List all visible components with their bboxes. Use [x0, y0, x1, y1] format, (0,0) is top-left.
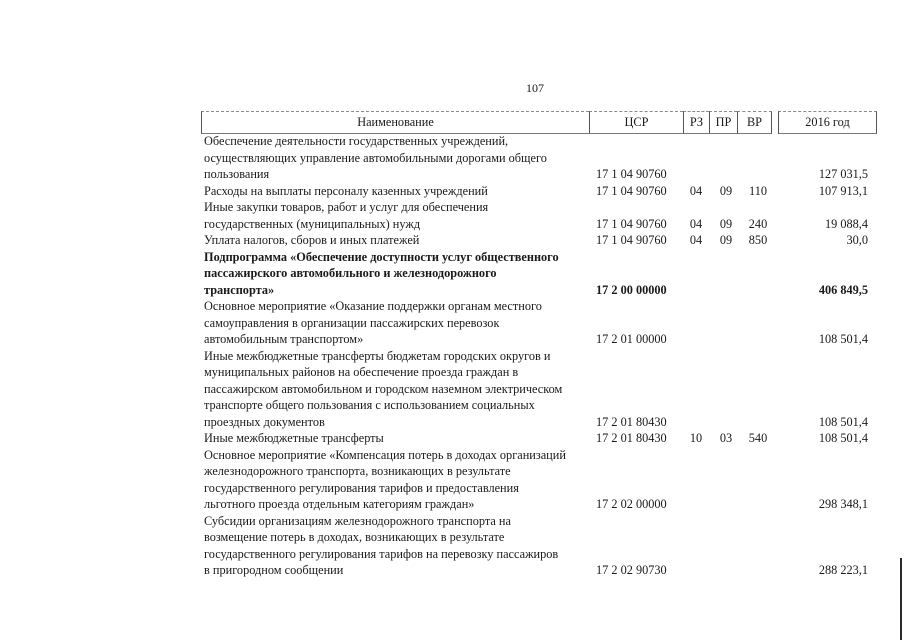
row-csr: 17 1 04 90760 [596, 233, 667, 247]
column-header-year: 2016 год [778, 111, 877, 134]
table-row [204, 199, 876, 232]
row-csr: 17 2 01 80430 [596, 414, 667, 429]
row-name: Подпрограмма «Обеспечение доступности услуг общественного пассажирского автомобильного и железнодорожного транспорта» [204, 249, 559, 297]
table-row [204, 513, 876, 579]
row-amount: 406 849,5 [818, 282, 868, 297]
row-amount: 288 223,1 [818, 563, 868, 577]
row-pr: 09 [719, 183, 733, 198]
table-row [204, 430, 876, 447]
row-rz: 04 [689, 183, 703, 198]
table-row-subprogram [204, 249, 876, 299]
row-name: Иные закупки товаров, работ и услуг для обеспечения государственных (муниципальных) нужд [204, 200, 489, 231]
row-amount: 108 501,4 [818, 431, 868, 445]
row-pr: 09 [719, 233, 733, 247]
row-csr: 17 2 02 00000 [596, 497, 667, 511]
row-rz: 10 [689, 431, 703, 445]
table-body [204, 133, 876, 579]
row-pr: 03 [719, 431, 733, 445]
column-header-csr: ЦСР [589, 111, 683, 134]
row-amount: 30,0 [846, 233, 868, 247]
row-amount: 108 501,4 [818, 414, 868, 429]
row-csr: 17 2 01 00000 [596, 332, 667, 346]
table-row [204, 133, 876, 183]
scan-edge-mark [900, 558, 902, 640]
row-name: Основное мероприятие «Компенсация потерь в доходах организаций железнодорожного транспорта, возникающих в результате государственного регулирования тарифов и предоставления льготного проезда отдельным категориям граждан» [204, 447, 566, 511]
row-name: Уплата налогов, сборов и иных платежей [204, 233, 420, 247]
table-row [204, 298, 876, 348]
row-name: Обеспечение деятельности государственных учреждений, осуществляющих управление автомобильными дорогами общего пользования [204, 134, 547, 181]
row-csr: 17 2 02 90730 [596, 563, 667, 577]
row-amount: 127 031,5 [818, 167, 868, 181]
row-vr: 850 [748, 233, 768, 247]
column-header-name: Наименование [201, 111, 589, 134]
row-csr: 17 1 04 90760 [596, 216, 667, 231]
row-name: Расходы на выплаты персоналу казенных учреждений [204, 183, 488, 198]
row-csr: 17 2 00 00000 [596, 282, 667, 297]
table-row [204, 232, 876, 249]
row-csr: 17 2 01 80430 [596, 431, 667, 445]
column-header-vr: ВР [737, 111, 772, 134]
table-header [201, 111, 877, 133]
table-row [204, 348, 876, 431]
row-name: Основное мероприятие «Оказание поддержки органам местного самоуправления в организации пассажирских перевозок автомобильным транспортом» [204, 299, 542, 346]
row-vr: 110 [749, 183, 767, 198]
row-name: Иные межбюджетные трансферты бюджетам городских округов и муниципальных районов на обеспечение проезда граждан в пассажирском автомобильном и городском наземном электрическом транспорте общего пользования с использованием социальных проездных документов [204, 348, 563, 429]
row-amount: 298 348,1 [818, 497, 868, 511]
column-header-pr: ПР [709, 111, 737, 134]
row-rz: 04 [689, 216, 703, 231]
row-vr: 540 [748, 431, 768, 445]
page-number: 107 [526, 81, 544, 95]
row-amount: 108 501,4 [818, 332, 868, 346]
table-row [204, 447, 876, 513]
table-row [204, 183, 876, 200]
row-name: Иные межбюджетные трансферты [204, 431, 384, 445]
row-csr: 17 1 04 90760 [596, 183, 667, 198]
row-amount: 19 088,4 [824, 216, 868, 231]
row-amount: 107 913,1 [818, 183, 868, 198]
row-rz: 04 [689, 233, 703, 247]
row-vr: 240 [748, 216, 768, 231]
row-pr: 09 [719, 216, 733, 231]
column-header-rz: РЗ [683, 111, 709, 134]
row-name: Субсидии организациям железнодорожного транспорта на возмещение потерь в доходах, возникающих в результате государственного регулирования тарифов на перевозку пассажиров в пригородном сообщении [204, 513, 559, 577]
row-csr: 17 1 04 90760 [596, 167, 667, 181]
